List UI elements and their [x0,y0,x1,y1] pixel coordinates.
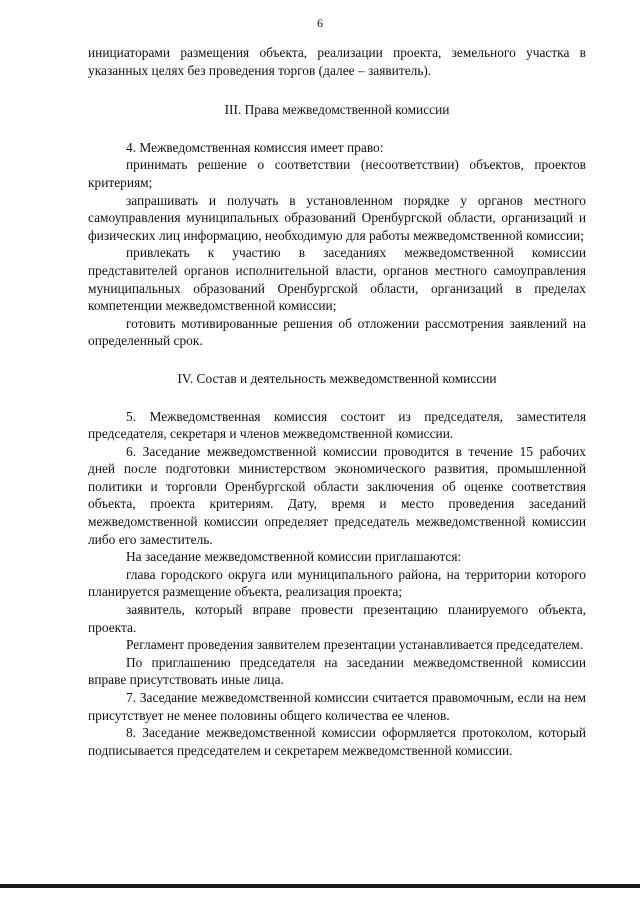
clause-4: 4. Межведомственная комиссия имеет право: [126,139,384,155]
section-3-heading: III. Права межведомственной комиссии [224,102,450,118]
clause-8: 8. Заседание межведомственной комиссии оформляется протоколом, который подписывается председателем и секретарем межведомственной комиссии. [88,725,586,758]
invite-item-2: заявитель, который вправе провести презентацию планируемого объекта, проекта. [88,602,586,635]
clause-6: 6. Заседание межведомственной комиссии проводится в течение 15 рабочих дней после подготовки министерством экономического развития, промышленной политики и торговли Оренбургской области заключения об оценке соответствия объекта, проекта критериям. Дату, время и место проведения заседаний межведомственной комиссии определяет председатель межведомственной комиссии либо его заместитель. [88,443,586,547]
clause-7: 7. Заседание межведомственной комиссии считается правомочным, если на нем присутствует не менее половины общего количества ее членов. [88,690,586,723]
clause-5: 5. Межведомственная комиссия состоит из председателя, заместителя председателя, секретаря и членов межведомственной комиссии. [88,408,586,442]
right-item-4: готовить мотивированные решения об отложении рассмотрения заявлений на определенный срок. [88,315,586,349]
document-body [88,44,586,759]
reglament-paragraph: Регламент проведения заявителем презентации устанавливается председателем. [126,637,584,653]
invite-intro: На заседание межведомственной комиссии приглашаются: [126,549,462,565]
right-item-3: привлекать к участию в заседаниях межведомственной комиссии представителей органов исполнительной власти, органов местного самоуправления муниципальных образований Оренбургской области, организаций в пределах компетенции межведомственной комиссии; [88,245,586,314]
page-number: 6 [317,16,323,30]
intro-paragraph: инициаторами размещения объекта, реализации проекта, земельного участка в указанных целях без проведения торгов (далее – заявитель). [88,45,586,78]
section-4-heading: IV. Состав и деятельность межведомственной комиссии [177,370,497,386]
others-paragraph: По приглашению председателя на заседании межведомственной комиссии вправе присутствовать иные лица. [88,654,586,688]
right-item-2: запрашивать и получать в установленном порядке у органов местного самоуправления муниципальных образований Оренбургской области, организаций и физических лиц информацию, необходимую для работы межведомственной комиссии; [88,192,586,243]
right-item-1: принимать решение о соответствии (несоответствии) объектов, проектов критериям; [88,157,586,190]
bottom-scan-border [0,884,640,888]
invite-item-1: глава городского округа или муниципального района, на территории которого планируется размещение объекта, реализация проекта; [88,566,586,600]
